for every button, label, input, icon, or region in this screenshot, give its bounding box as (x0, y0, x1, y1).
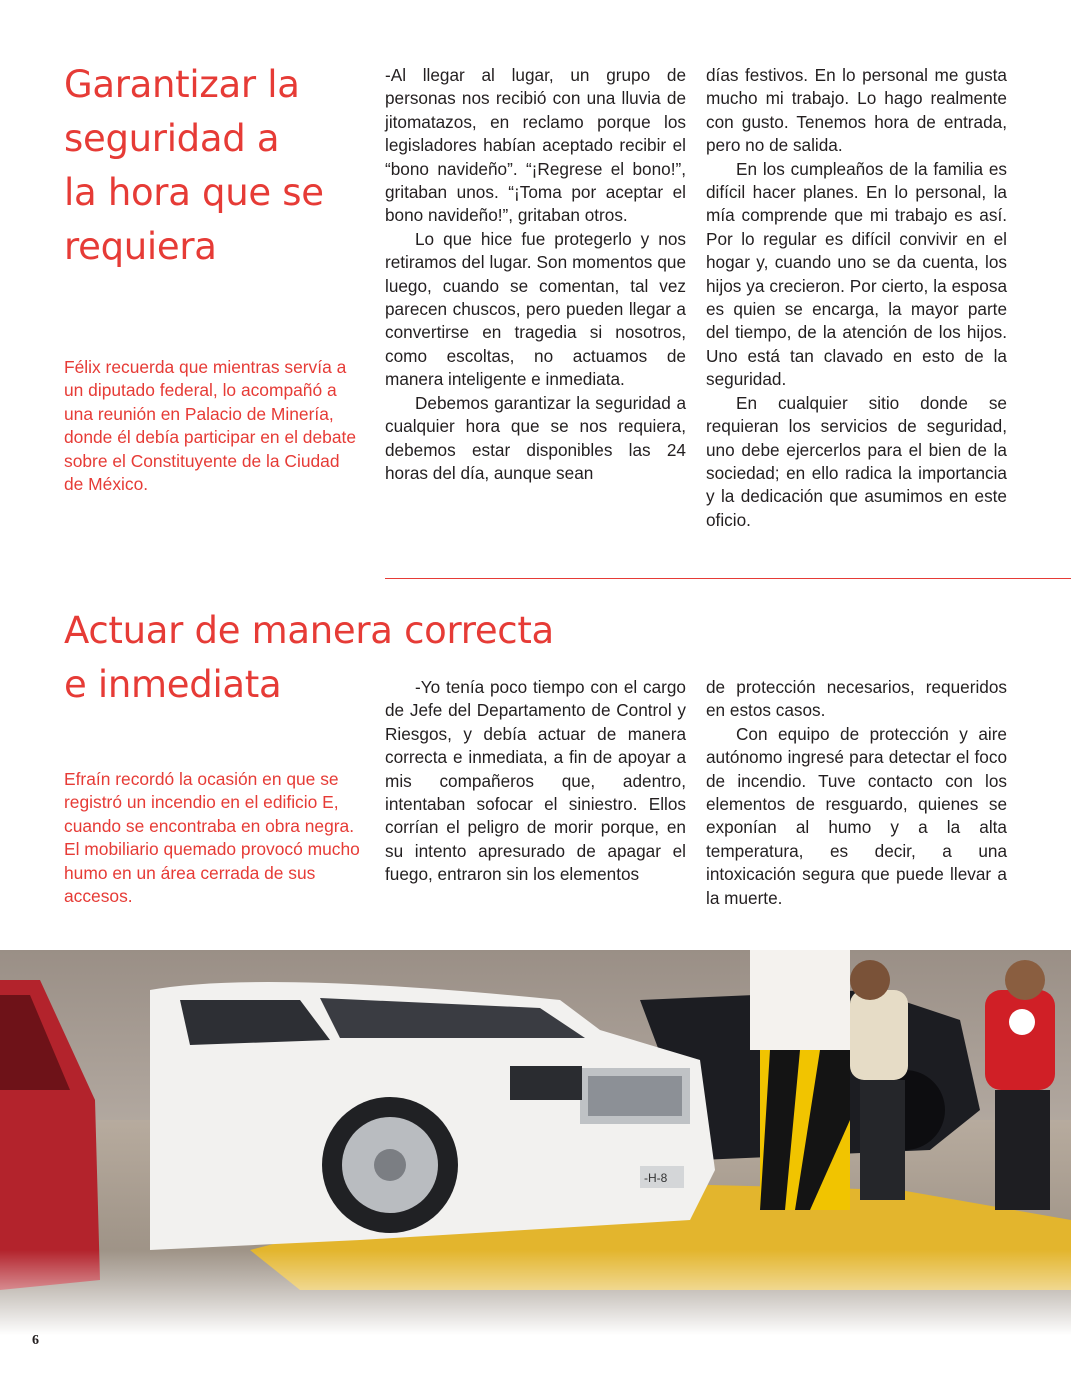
article-column-1 (385, 64, 686, 485)
paragraph: de protección necesarios, requeridos en estos casos. (706, 677, 1007, 721)
article-column-4 (706, 676, 1007, 910)
section-divider (385, 578, 1071, 579)
parking-garage-photo (0, 950, 1071, 1335)
paragraph: -Al llegar al lugar, un grupo de personas nos recibió con una lluvia de jitomatazos, en reclamo porque los legisladores habían aceptado recibir el “bono navideño”. “¡Regrese el bono!”, gritaban unos. “¡Toma por aceptar el bono navideño!”, gritaban otros. (385, 65, 686, 226)
article-column-2 (706, 64, 1007, 532)
license-plate-text: -H-8 (644, 1171, 668, 1185)
section-heading-garantizar: Garantizar la seguridad a la hora que se requiera (64, 63, 324, 268)
section-lede-efrain: Efraín recordó la ocasión en que se registró un incendio en el edificio E, cuando se encontraba en obra negra. El mobiliario quemado provocó mucho humo en un área cerrada de sus accesos. (64, 769, 360, 907)
page-number: 6 (32, 1333, 39, 1348)
paragraph: Con equipo de protección y aire autónomo ingresé para detectar el foco de incendio. Tuve contacto con los elementos de resguardo, quienes se exponían al humo y a la alta temperatura, es decir, a una intoxicación segura que puede llevar a la muerte. (706, 723, 1007, 908)
paragraph: días festivos. En lo personal me gusta mucho mi trabajo. Lo hago realmente con gusto. Tenemos hora de entrada, pero no de salida. (706, 65, 1007, 156)
article-column-3 (385, 676, 686, 887)
section-heading-actuar: Actuar de manera correcta e inmediata (64, 609, 554, 706)
paragraph: En los cumpleaños de la familia es difícil hacer planes. En lo personal, la mía comprende que mi trabajo es así. Por lo regular es difícil convivir en el hogar y, cuando uno se da cuenta, los hijos ya crecieron. Por cierto, la esposa es quien se encarga, la mayor parte del tiempo, de la atención de los hijos. Uno está tan clavado en esto de la seguridad. (706, 158, 1007, 390)
paragraph: Debemos garantizar la seguridad a cualquier hora que se nos requiera, debemos estar disponibles las 24 horas del día, aunque sean (385, 392, 686, 483)
paragraph: Lo que hice fue protegerlo y nos retiramos del lugar. Son momentos que luego, cuando se comentan, tal vez parecen chuscos, pero pueden llegar a convertirse en tragedia si nosotros, como escoltas, no actuamos de manera inteligente e inmediata. (385, 228, 686, 390)
section-lede-felix: Félix recuerda que mientras servía a un diputado federal, lo acompañó a una reunión en Palacio de Minería, donde él debía participar en el debate sobre el Constituyente de la Ciudad de México. (64, 357, 356, 495)
paragraph: En cualquier sitio donde se requieran los servicios de seguridad, uno debe ejercerlos para el bien de la sociedad; en ello radica la importancia y la dedicación que asumimos en este oficio. (706, 392, 1007, 530)
paragraph: -Yo tenía poco tiempo con el cargo de Jefe del Departamento de Control y Riesgos, y debía actuar de manera correcta e inmediata, a fin de apoyar a mis compañeros que, adentro, intentaban sofocar el siniestro. Ellos corrían el peligro de morir porque, en su intento apresurado de apagar el fuego, entraron sin los elementos (385, 677, 686, 885)
